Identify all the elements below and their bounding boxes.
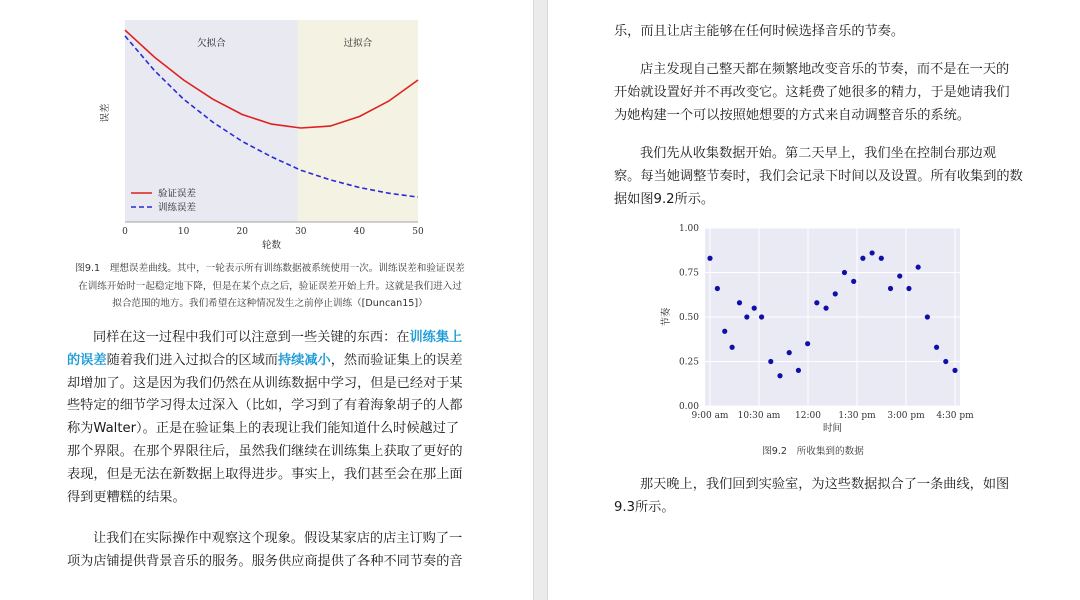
scatter-point <box>952 368 957 373</box>
text-line: 店主发现自己整天都在频繁地改变音乐的节奏，而不是在一天的 <box>640 62 1010 77</box>
text-line <box>67 327 477 350</box>
body-paragraph-continued: 乐，而且让店主能够在任何时候选择音乐的节奏。 <box>614 24 905 39</box>
x-tick-label: 12:00 <box>795 411 821 421</box>
x-tick-label: 9:00 am <box>691 411 729 421</box>
figure-9-1-error-curve-chart <box>0 0 533 255</box>
text-run: 同样在这一过程中我们可以注意到一些关键的东西：在 <box>93 330 410 345</box>
text-line <box>67 350 477 373</box>
region-label: 过拟合 <box>343 38 373 49</box>
scatter-point <box>722 329 727 334</box>
body-paragraph-4 <box>614 143 1034 211</box>
body-paragraph-2 <box>67 528 477 574</box>
x-axis-label: 时间 <box>822 423 843 433</box>
body-paragraph-5 <box>614 474 1034 520</box>
legend-label: 验证误差 <box>158 188 197 200</box>
text-line: 为她构建一个可以按照她想要的方式来自动调整音乐的系统。 <box>614 107 971 123</box>
scatter-point <box>934 345 939 350</box>
x-tick-label: 50 <box>412 227 424 237</box>
scatter-point <box>737 300 742 305</box>
legend-label: 训练误差 <box>158 202 197 214</box>
caption-line: 在训练开始时一起稳定地下降，但是在某个点之后，验证误差开始上升。这就是我们进入过 <box>78 280 462 292</box>
scatter-point <box>943 359 948 364</box>
scatter-point <box>787 350 792 355</box>
scatter-point <box>897 273 902 278</box>
scatter-point <box>906 286 911 291</box>
left-page <box>0 0 533 600</box>
scatter-point <box>860 256 865 261</box>
y-tick-label: 0.50 <box>678 313 699 323</box>
scatter-point <box>744 314 749 319</box>
x-tick-label: 4:30 pm <box>936 411 974 421</box>
text-line: 却增加了。这是因为我们仍然在从训练数据中学习，但是已经对于某 <box>67 375 463 391</box>
text-line: 开始就设置好并不再改变它。这耗费了她很多的精力，于是她请我们 <box>614 84 1010 100</box>
caption-line: 拟合范围的地方。我们希望在这种情况发生之前停止训练（[Duncan15]） <box>112 298 428 309</box>
plot-region-overfit <box>298 20 418 222</box>
x-tick-label: 10 <box>177 227 190 237</box>
text-line: 项为店铺提供背景音乐的服务。服务供应商提供了各种不同节奏的音 <box>67 553 463 569</box>
x-tick-label: 1:30 pm <box>838 411 876 421</box>
scatter-point <box>707 256 712 261</box>
highlighted-text: 训练集上 <box>409 330 463 345</box>
x-tick-label: 0 <box>122 227 128 237</box>
x-tick-label: 3:00 pm <box>887 411 925 421</box>
y-tick-label: 1.00 <box>678 224 699 234</box>
scatter-point <box>730 345 735 350</box>
scatter-point <box>777 373 782 378</box>
body-paragraph-3 <box>614 59 1034 127</box>
scatter-point <box>851 279 856 284</box>
scatter-point <box>796 368 801 373</box>
text-line: 察。每当她调整节奏时，我们会记录下时间以及设置。所有收集到的数 <box>614 168 1023 184</box>
scatter-point <box>805 341 810 346</box>
y-tick-label: 0.25 <box>678 357 699 368</box>
text-line: 那天晚上，我们回到实验室，为这些数据拟合了一条曲线，如图 <box>640 477 1010 492</box>
text-line: 我们先从收集数据开始。第二天早上，我们坐在控制台那边观 <box>640 146 997 161</box>
figure-9-2-scatter-chart <box>548 218 1080 433</box>
text-line: 9.3所示。 <box>614 499 675 515</box>
x-tick-label: 30 <box>295 227 307 237</box>
right-page <box>548 0 1080 600</box>
text-line: 表现，但是无法在新数据上取得进步。事实上，我们甚至会在那上面 <box>67 466 463 482</box>
text-line: 得到更糟糕的结果。 <box>67 489 186 505</box>
text-line: 些特定的细节学习得太过深入（比如，学习到了有着海象胡子的人都 <box>67 398 463 414</box>
y-axis-label: 节奏 <box>661 307 672 327</box>
caption-line: 图9.1 理想误差曲线。其中，一轮表示所有训练数据被系统使用一次。训练误差和验证误差 <box>75 263 465 274</box>
scatter-point <box>888 286 893 291</box>
scatter-point <box>768 359 773 364</box>
scatter-point <box>870 250 875 255</box>
scatter-point <box>823 306 828 311</box>
body-paragraph-1 <box>67 327 477 509</box>
scatter-point <box>925 314 930 319</box>
scatter-point <box>752 306 757 311</box>
figure-9-2-caption: 图9.2 所收集到的数据 <box>762 446 864 457</box>
y-tick-label: 0.75 <box>678 268 699 279</box>
scatter-point <box>833 291 838 296</box>
page-gutter <box>533 0 548 600</box>
scatter-point <box>842 270 847 275</box>
scatter-point <box>759 314 764 319</box>
x-tick-label: 40 <box>353 227 366 237</box>
y-tick-label: 0.00 <box>678 402 699 412</box>
text-line: 称为Walter）。正是在验证集上的表现让我们能知道什么时候越过了 <box>67 421 460 437</box>
x-tick-label: 20 <box>236 227 248 237</box>
region-label: 欠拟合 <box>197 38 226 49</box>
x-axis-label: 轮数 <box>261 240 282 251</box>
y-axis-label: 误差 <box>100 103 111 123</box>
scatter-point <box>879 256 884 261</box>
highlighted-text: 的误差 <box>67 352 107 368</box>
text-line: 据如图9.2所示。 <box>614 191 715 207</box>
scatter-point <box>916 265 921 270</box>
scatter-point <box>715 286 720 291</box>
text-run: ，然而验证集上的误差 <box>330 352 463 368</box>
x-tick-label: 10:30 am <box>737 411 781 421</box>
text-run: 随着我们进入过拟合的区域而 <box>106 352 278 368</box>
text-line: 那个界限。在那个界限往后，虽然我们继续在训练集上获取了更好的 <box>67 443 463 459</box>
scatter-point <box>814 300 819 305</box>
highlighted-text: 持续减小 <box>278 352 331 368</box>
figure-9-1-caption <box>60 260 480 313</box>
text-line: 让我们在实际操作中观察这个现象。假设某家店的店主订购了一 <box>93 531 463 546</box>
